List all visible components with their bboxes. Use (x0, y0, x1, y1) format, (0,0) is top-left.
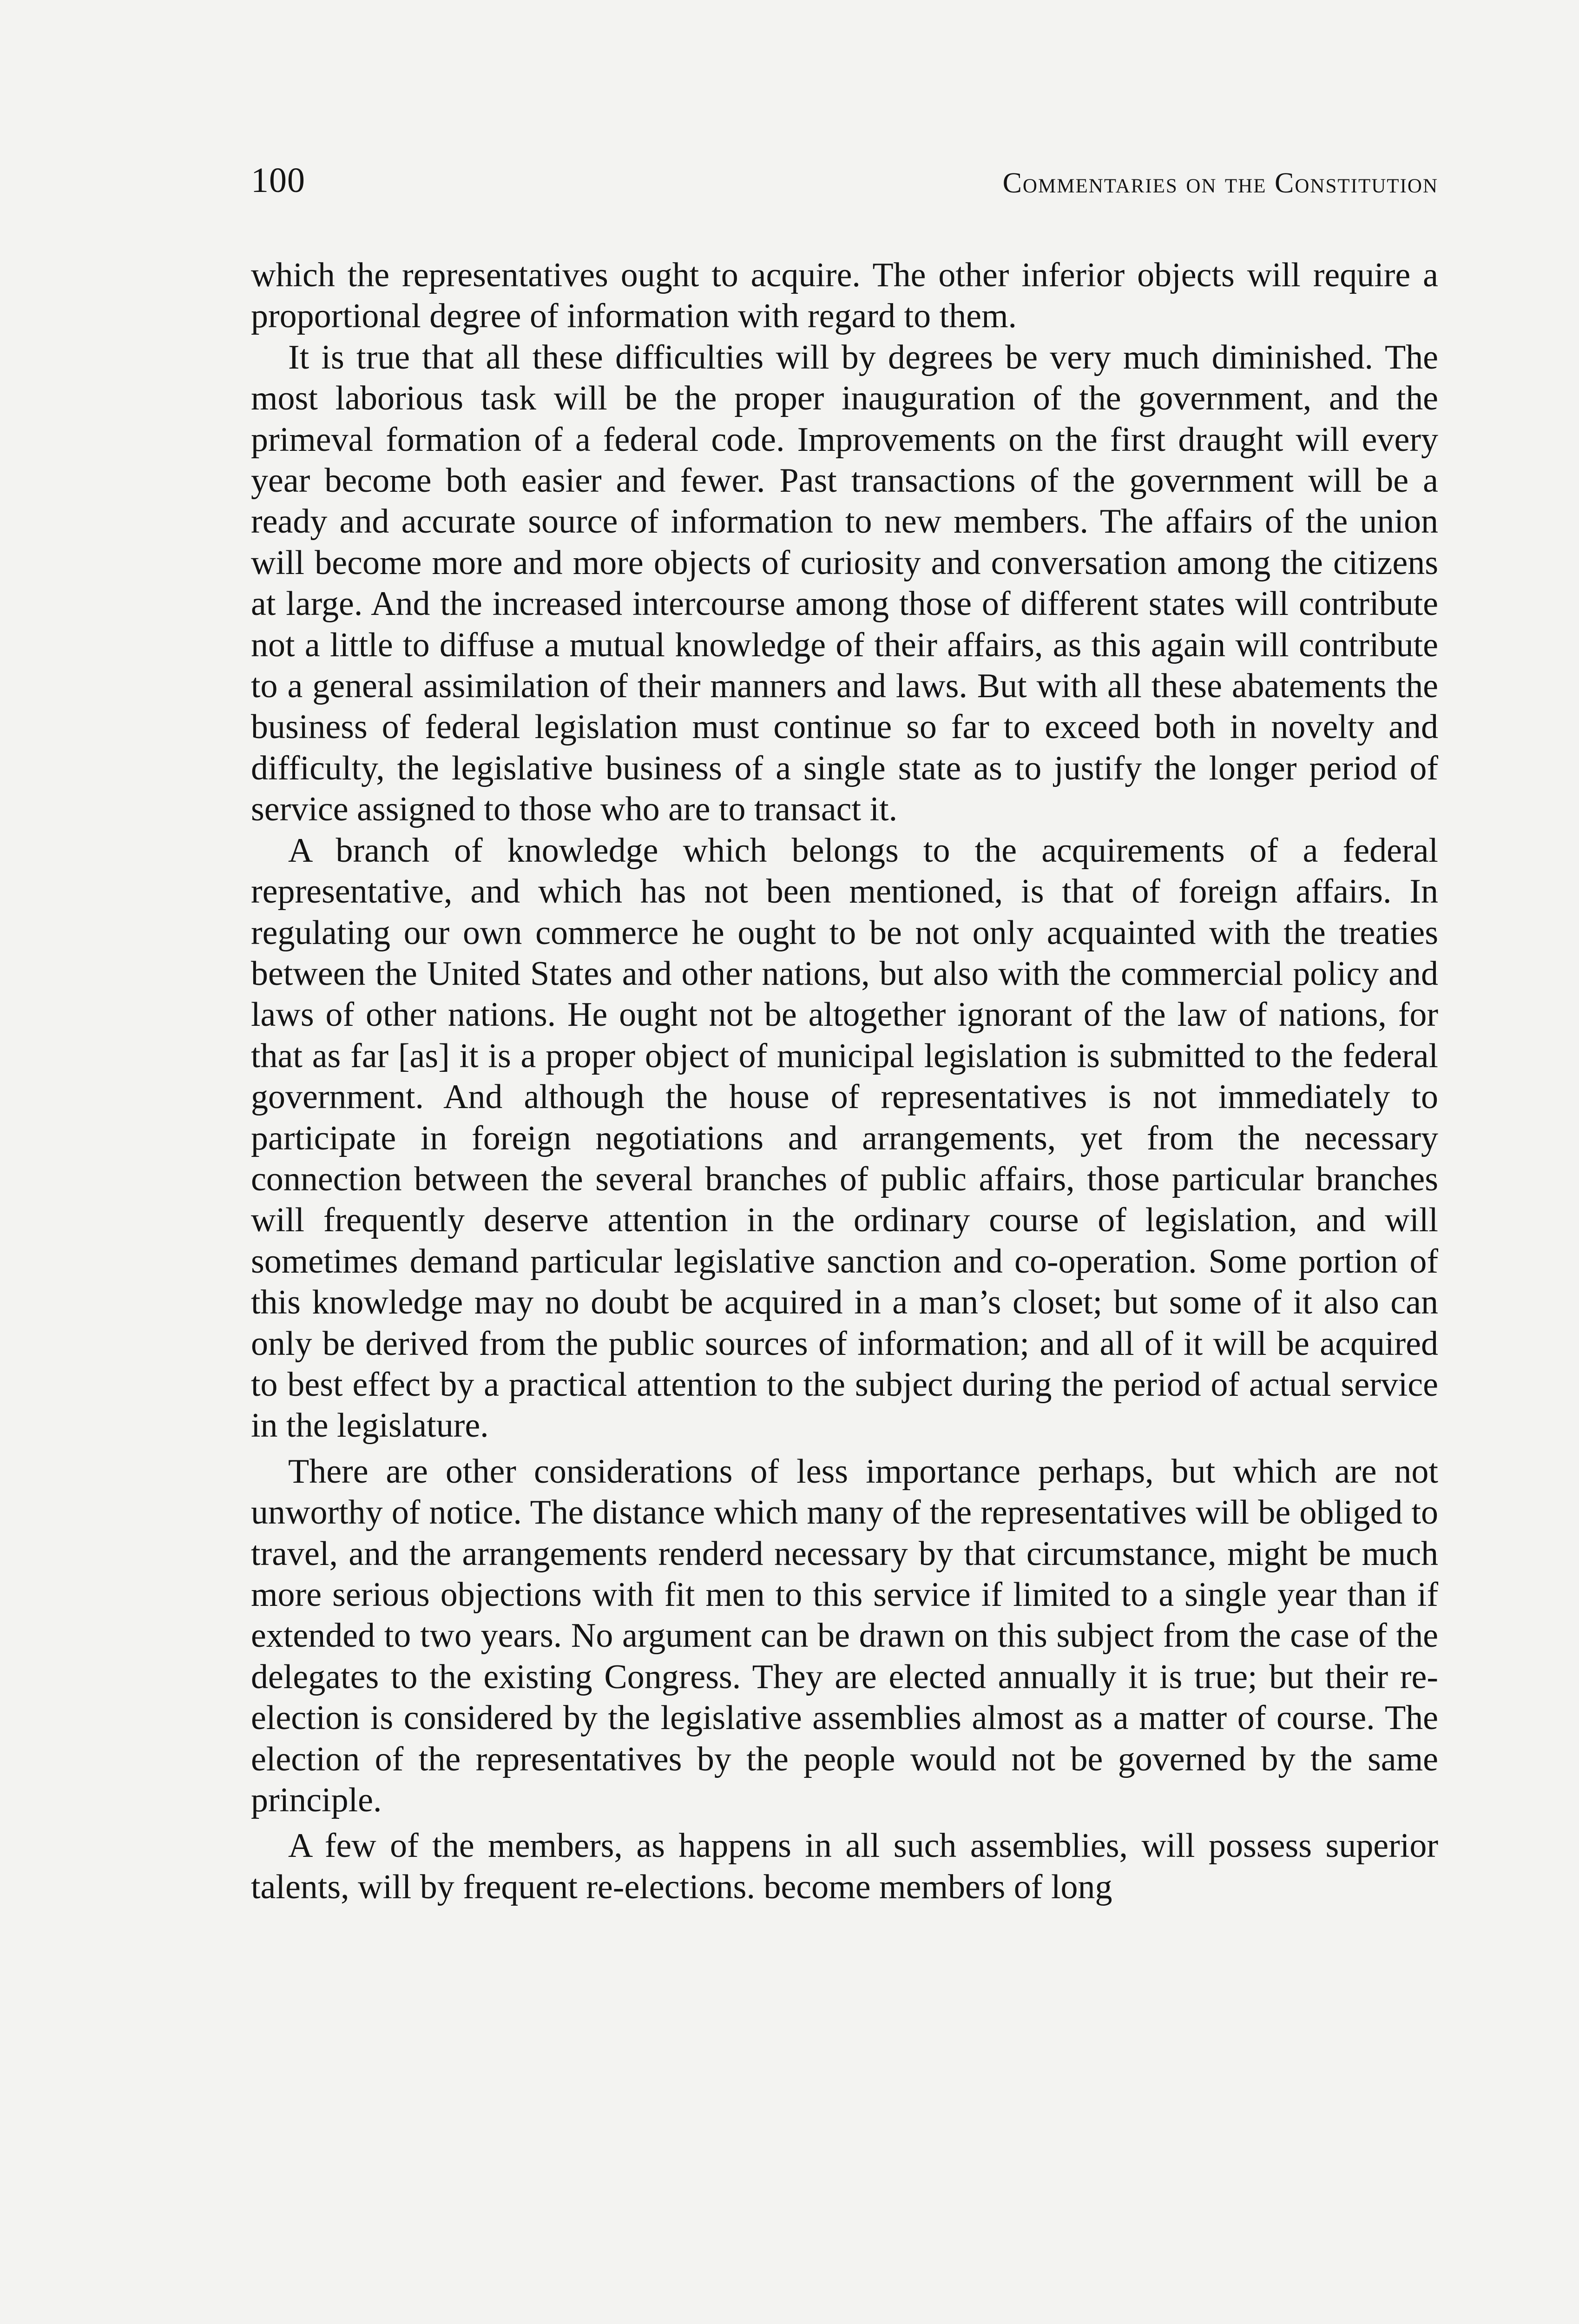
paragraph-3: A branch of knowledge which belongs to the acquirements of a federal representative, and which has not been mentioned, is that of foreign affairs. In regulating our own commerce he ought to be not only acquainted with the treaties between the United States and other nations, but also with the commercial policy and laws of other nations. He ought not be altogether ignorant of the law of nations, for that as far [as] it is a proper object of municipal legislation is submitted to the federal government. And although the house of representatives is not immediately to participate in foreign negotiations and arrangements, yet from the necessary connection between the several branches of public affairs, those particular branches will frequently deserve attention in the ordinary course of legislation, and will sometimes demand particular legislative sanction and co-operation. Some portion of this knowledge may no doubt be acquired in a man’s closet; but some of it also can only be derived from the public sources of information; and all of it will be acquired to best effect by a practical attention to the subject during the period of actual service in the legislature. (251, 831, 1438, 1445)
paragraph-2: It is true that all these difficulties will by degrees be very much diminished. The most laborious task will be the proper inauguration of the government, and the primeval formation of a federal code. Improvements on the first draught will every year become both easier and fewer. Past transactions of the government will be a ready and accurate source of information to new members. The affairs of the union will become more and more objects of curiosity and conversation among the citizens at large. And the increased intercourse among those of different states will contribute not a little to diffuse a mutual knowledge of their affairs, as this again will contribute to a general assimilation of their manners and laws. But with all these abatements the business of federal legislation must continue so far to exceed both in novelty and difficulty, the legislative business of a single state as to justify the longer period of service assigned to those who are to transact it. (251, 338, 1438, 829)
paragraph-1: which the representatives ought to acquire. The other inferior objects will require a proportional degree of information with regard to them. (251, 256, 1438, 336)
paragraph-5: A few of the members, as happens in all such assemblies, will possess superior talents, will by frequent re-elections. become members of long (251, 1827, 1438, 1906)
page-number: 100 (251, 161, 305, 200)
paragraph-4: There are other considerations of less importance perhaps, but which are not unworthy of notice. The distance which many of the representatives will be obliged to travel, and the arrangements renderd necessary by that circumstance, might be much more serious objections with fit men to this service if limited to a single year than if extended to two years. No argument can be drawn on this subject from the case of the delegates to the existing Congress. They are elected annually it is true; but their re-election is considered by the legislative assemblies almost as a matter of course. The election of the representatives by the people would not be governed by the same principle. (251, 1452, 1438, 1820)
body-text (251, 255, 1438, 1908)
page-header (251, 157, 1438, 208)
running-head: Commentaries on the Constitution (1002, 167, 1438, 199)
